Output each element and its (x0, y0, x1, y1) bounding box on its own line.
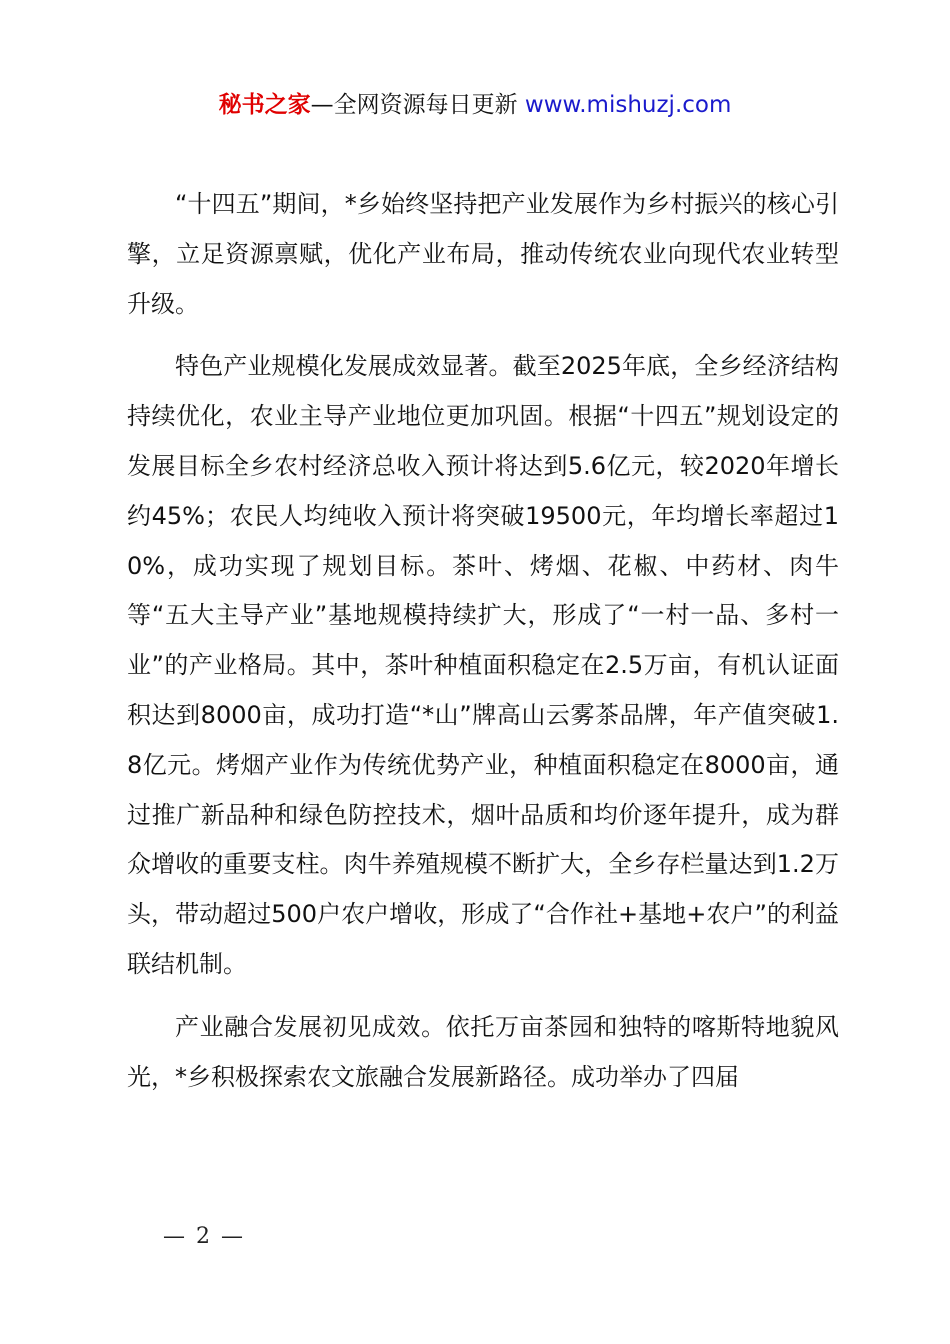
site-url-link[interactable]: www.mishuzj.com (524, 92, 732, 118)
page-number: — 2 — (163, 1224, 245, 1249)
document-body (127, 180, 839, 1115)
paragraph-industry-scale: 特色产业规模化发展成效显著。截至2025年底，全乡经济结构持续优化，农业主导产业地位更加巩固。根据“十四五”规划设定的发展目标全乡农村经济总收入预计将达到5.6亿元，较2020年增长约45%；农民人均纯收入预计将突破19500元，年均增长率超过10%，成功实现了规划目标。茶叶、烤烟、花椒、中药材、肉牛等“五大主导产业”基地规模持续扩大，形成了“一村一品、多村一业”的产业格局。其中，茶叶种植面积稳定在2.5万亩，有机认证面积达到8000亩，成功打造“*山”牌高山云雾茶品牌，年产值突破1.8亿元。烤烟产业作为传统优势产业，种植面积稳定在8000亩，通过推广新品种和绿色防控技术，烟叶品质和均价逐年提升，成为群众增收的重要支柱。肉牛养殖规模不断扩大，全乡存栏量达到1.2万头，带动超过500户农户增收，形成了“合作社+基地+农户”的利益联结机制。 (127, 352, 839, 978)
paragraph-intro: “十四五”期间，*乡始终坚持把产业发展作为乡村振兴的核心引擎，立足资源禀赋，优化产业布局，推动传统农业向现代农业转型升级。 (127, 190, 839, 318)
paragraph-industry-integration: 产业融合发展初见成效。依托万亩茶园和独特的喀斯特地貌风光，*乡积极探索农文旅融合发展新路径。成功举办了四届 (127, 1012, 839, 1091)
site-header (0, 88, 950, 122)
brand-name: 秘书之家 (218, 92, 311, 118)
header-tagline: —全网资源每日更新 (310, 92, 518, 118)
